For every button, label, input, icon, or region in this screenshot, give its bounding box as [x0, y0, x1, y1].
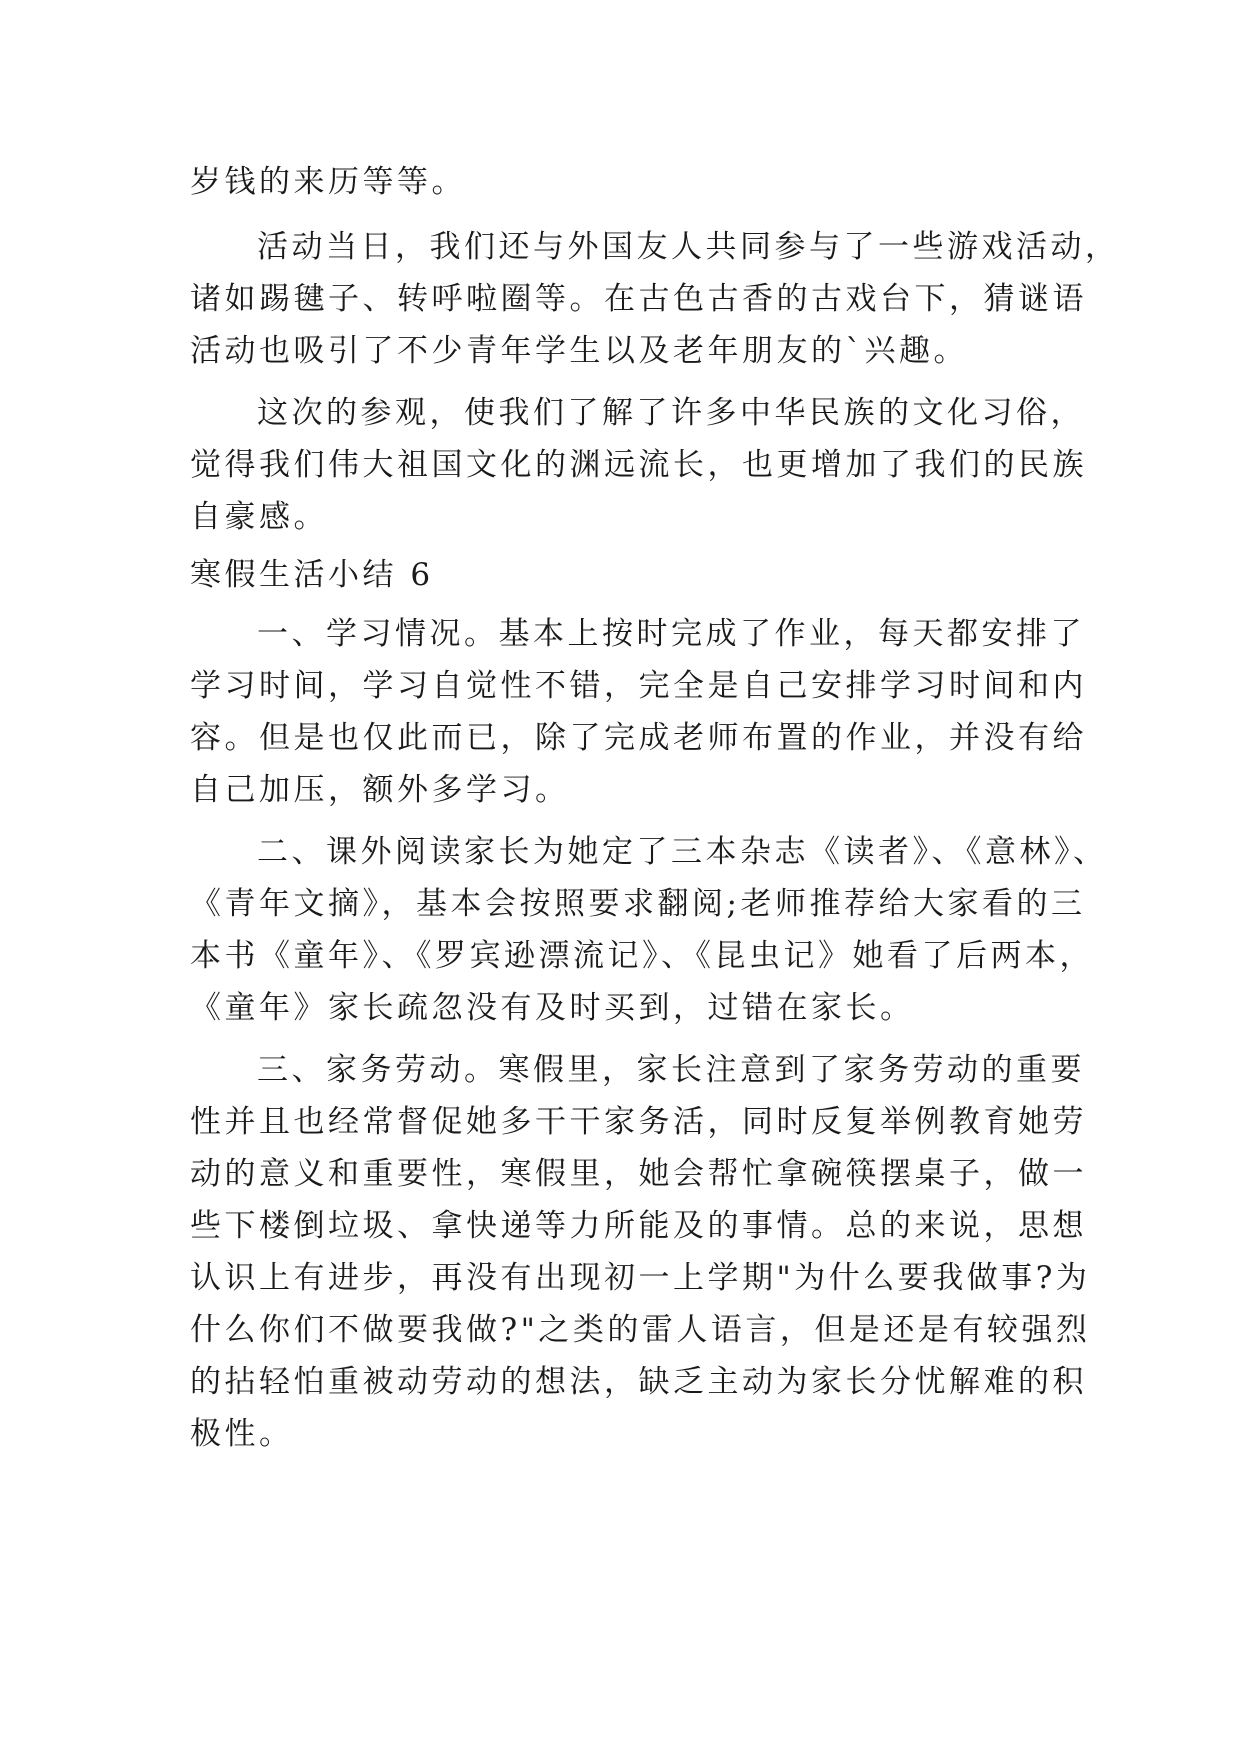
text-line: 些下楼倒垃圾、拿快递等力所能及的事情。总的来说，思想: [190, 1208, 1087, 1244]
paragraph-first-line: 三、家务劳动。寒假里，家长注意到了家务劳动的重要: [257, 1052, 1085, 1088]
text-line: 《青年文摘》，基本会按照要求翻阅;老师推荐给大家看的三: [190, 886, 1086, 922]
paragraph-first-line: 活动当日，我们还与外国友人共同参与了一些游戏活动，: [257, 229, 1120, 265]
text-line: 性并且也经常督促她多干干家务活，同时反复举例教育她劳: [190, 1104, 1087, 1140]
text-line: 活动也吸引了不少青年学生以及老年朋友的`兴趣。: [190, 333, 968, 369]
text-line: 诸如踢毽子、转呼啦圈等。在古色古香的古戏台下，猜谜语: [190, 281, 1087, 317]
paragraph-first-line: 一、学习情况。基本上按时完成了作业，每天都安排了: [257, 616, 1085, 652]
text-line: 《童年》家长疏忽没有及时买到，过错在家长。: [190, 990, 915, 1026]
text-line: 认识上有进步，再没有出现初一上学期"为什么要我做事?为: [190, 1260, 1091, 1296]
text-line: 动的意义和重要性，寒假里，她会帮忙拿碗筷摆桌子，做一: [190, 1156, 1087, 1192]
text-line: 自豪感。: [190, 499, 328, 535]
text-line: 极性。: [190, 1416, 294, 1452]
paragraph-first-line: 二、课外阅读家长为她定了三本杂志《读者》、《意林》、: [257, 834, 1108, 870]
text-line: 觉得我们伟大祖国文化的渊远流长，也更增加了我们的民族: [190, 447, 1087, 483]
text-line: 岁钱的来历等等。: [190, 164, 466, 200]
text-line: 自己加压，额外多学习。: [190, 772, 570, 808]
paragraph-first-line: 这次的参观，使我们了解了许多中华民族的文化习俗，: [257, 395, 1085, 431]
text-line: 学习时间，学习自觉性不错，完全是自己安排学习时间和内: [190, 668, 1087, 704]
section-heading: 寒假生活小结 6: [190, 557, 434, 593]
text-line: 的拈轻怕重被动劳动的想法，缺乏主动为家长分忧解难的积: [190, 1364, 1087, 1400]
text-line: 容。但是也仅此而已，除了完成老师布置的作业，并没有给: [190, 720, 1087, 756]
text-line: 什么你们不做要我做?"之类的雷人语言，但是还是有较强烈: [190, 1312, 1091, 1348]
text-line: 本书《童年》、《罗宾逊漂流记》、《昆虫记》她看了后两本，: [190, 938, 1094, 974]
